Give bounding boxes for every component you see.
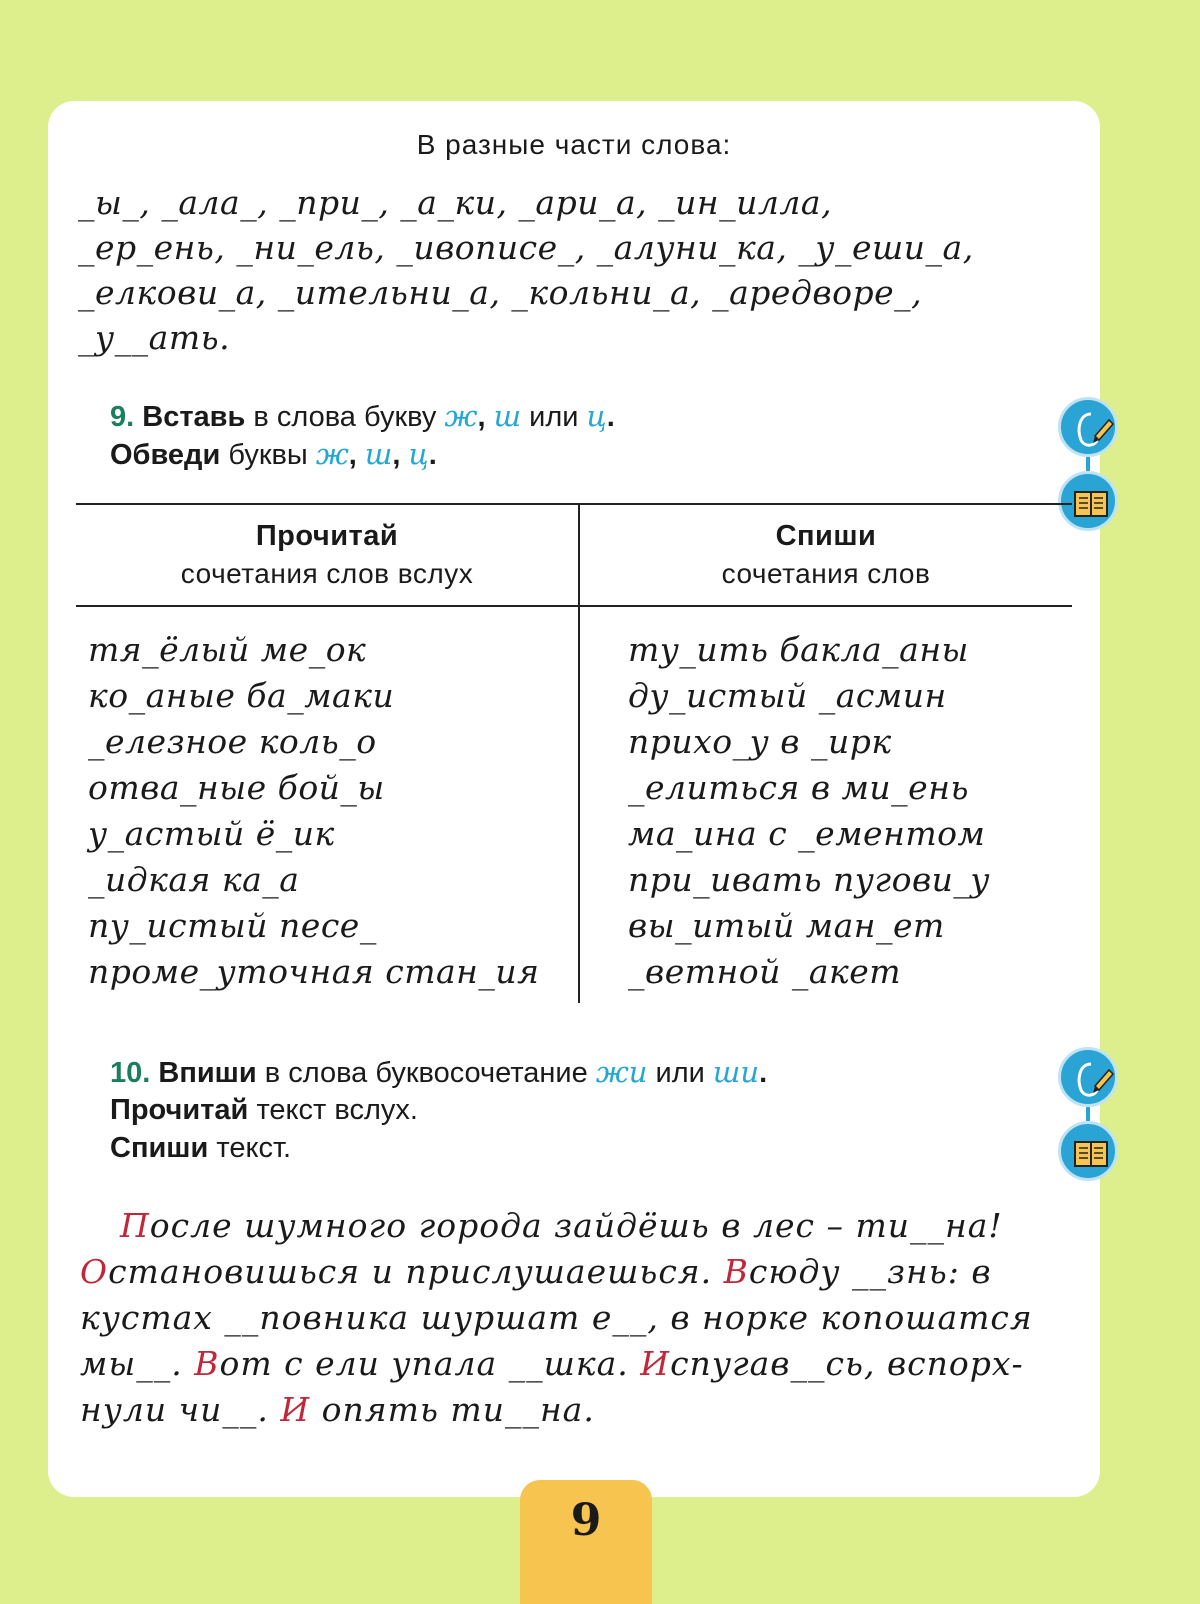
task10-combo-shi: ши — [712, 1055, 760, 1089]
task10-number: 10. — [110, 1057, 151, 1089]
task9-number: 9. — [110, 401, 135, 433]
list-item: ко_аные ба_маки — [88, 676, 395, 715]
intro-line-3: _елкови_а, _ительни_а, _кольни_а, _аредворе_, — [78, 273, 923, 312]
story-line-text: нули чи__. — [80, 1390, 269, 1429]
right-column-subtitle: сочетания слов — [721, 558, 931, 589]
story-line-text: опять ти__на. — [310, 1390, 595, 1429]
left-column-subtitle: сочетания слов вслух — [180, 558, 474, 589]
list-item: _елиться в ми_ень — [628, 768, 969, 807]
story-line-2 — [80, 1249, 1033, 1295]
left-column-title: Прочитай — [255, 520, 399, 552]
read-book-icon — [1058, 1121, 1118, 1181]
story-line-5 — [80, 1387, 1033, 1433]
story-red-capital: В — [194, 1344, 220, 1383]
story-red-capital: И — [280, 1390, 311, 1429]
right-column-title: Спиши — [775, 520, 877, 552]
intro-title: В разные части слова: — [416, 129, 732, 160]
list-item: пу_истый песе_ — [88, 906, 377, 945]
task9-or: или — [529, 401, 579, 433]
task9-circle-letter-ts: ц — [408, 437, 429, 471]
task10-or: или — [655, 1057, 705, 1089]
task9-letter-zh: ж — [444, 399, 478, 433]
story-line-text: спугав__сь, вспорх- — [670, 1344, 1024, 1383]
right-column-list — [628, 627, 990, 995]
list-item: ду_истый _асмин — [628, 676, 947, 715]
task9-verb-circle: Обведи — [110, 439, 221, 471]
list-item: прихо_у в _ирк — [628, 722, 892, 761]
intro-line-4: _у__ать. — [78, 318, 231, 357]
task10-line3-text: текст. — [216, 1132, 292, 1164]
task9-circle-letter-sh: ш — [364, 437, 393, 471]
story-text — [80, 1203, 1033, 1433]
write-icon — [1058, 397, 1118, 457]
task10-line-3 — [110, 1129, 291, 1167]
intro-line-1: _ы_, _ала_, _при_, _а_ки, _ари_а, _ин_илла, — [78, 183, 833, 222]
story-red-capital: И — [640, 1344, 671, 1383]
right-column-header — [580, 517, 1072, 593]
list-item: отва_ные бой_ы — [88, 768, 385, 807]
list-item: вы_итый ман_ет — [628, 906, 945, 945]
story-line-text: от с ели упала __шка. — [219, 1344, 629, 1383]
story-line-text: становишься и прислушаешься. — [108, 1252, 713, 1291]
task10-period: . — [759, 1057, 768, 1089]
list-item: ма_ина с _ементом — [628, 814, 986, 853]
story-red-capital: В — [723, 1252, 749, 1291]
task9-period: . — [606, 401, 615, 433]
task10-line-1 — [110, 1053, 767, 1092]
task10-line2-text: текст вслух. — [256, 1094, 418, 1126]
story-line-3: кустах __повника шуршат е__, в норке копошатся — [80, 1298, 1033, 1337]
list-item: ту_ить бакла_аны — [628, 630, 969, 669]
task9-line1-text: в слова букву — [253, 401, 437, 433]
intro-line-2: _ер_ень, _ни_ель, _ивописе_, _алуни_ка, _у_еши_а, — [78, 228, 974, 267]
task9-comma: , — [477, 401, 486, 433]
list-item: проме_уточная стан_ия — [88, 952, 540, 991]
task9-letter-sh: ш — [493, 399, 522, 433]
task10-line1-text: в слова буквосочетание — [264, 1057, 588, 1089]
task10-verb-read: Прочитай — [110, 1094, 249, 1126]
task9-verb-insert: Вставь — [142, 401, 246, 433]
story-red-capital: О — [80, 1252, 109, 1291]
story-line-text: осле шумного города зайдёшь в лес – ти__на! — [149, 1206, 1003, 1245]
story-line-text: мы__. — [80, 1344, 183, 1383]
task9-letter-ts: ц — [586, 399, 607, 433]
task10-line-2 — [110, 1091, 418, 1129]
left-column-list — [88, 627, 540, 995]
table-top-rule — [76, 503, 1072, 505]
story-line-1 — [80, 1203, 1033, 1249]
task10-combo-zhi: жи — [595, 1055, 648, 1089]
story-line-4 — [80, 1341, 1033, 1387]
list-item: у_астый ё_ик — [88, 814, 335, 853]
task9-circle-letter-zh: ж — [315, 437, 349, 471]
table-header-rule — [76, 605, 1072, 607]
write-icon — [1058, 1047, 1118, 1107]
left-column-header — [76, 517, 578, 593]
list-item: _идкая ка_а — [88, 860, 300, 899]
task9-line-1 — [110, 397, 615, 436]
list-item: _елезное коль_о — [88, 722, 377, 761]
story-line-text: сюду __знь: в — [748, 1252, 992, 1291]
list-item: _ветной _акет — [628, 952, 902, 991]
task10-verb-insert: Впиши — [158, 1057, 257, 1089]
task9-line-2: Обведи буквы ж, ш, ц. — [110, 437, 437, 471]
icon-connector — [1086, 457, 1090, 471]
story-red-capital: П — [120, 1206, 150, 1245]
list-item: при_ивать пугови_у — [628, 860, 991, 899]
list-item: тя_ёлый ме_ок — [88, 630, 367, 669]
task9-line2-text: буквы — [228, 439, 308, 471]
task10-verb-copy: Спиши — [110, 1132, 209, 1164]
page-number: 9 — [520, 1480, 652, 1604]
icon-connector — [1086, 1107, 1090, 1121]
page-card — [48, 101, 1100, 1497]
